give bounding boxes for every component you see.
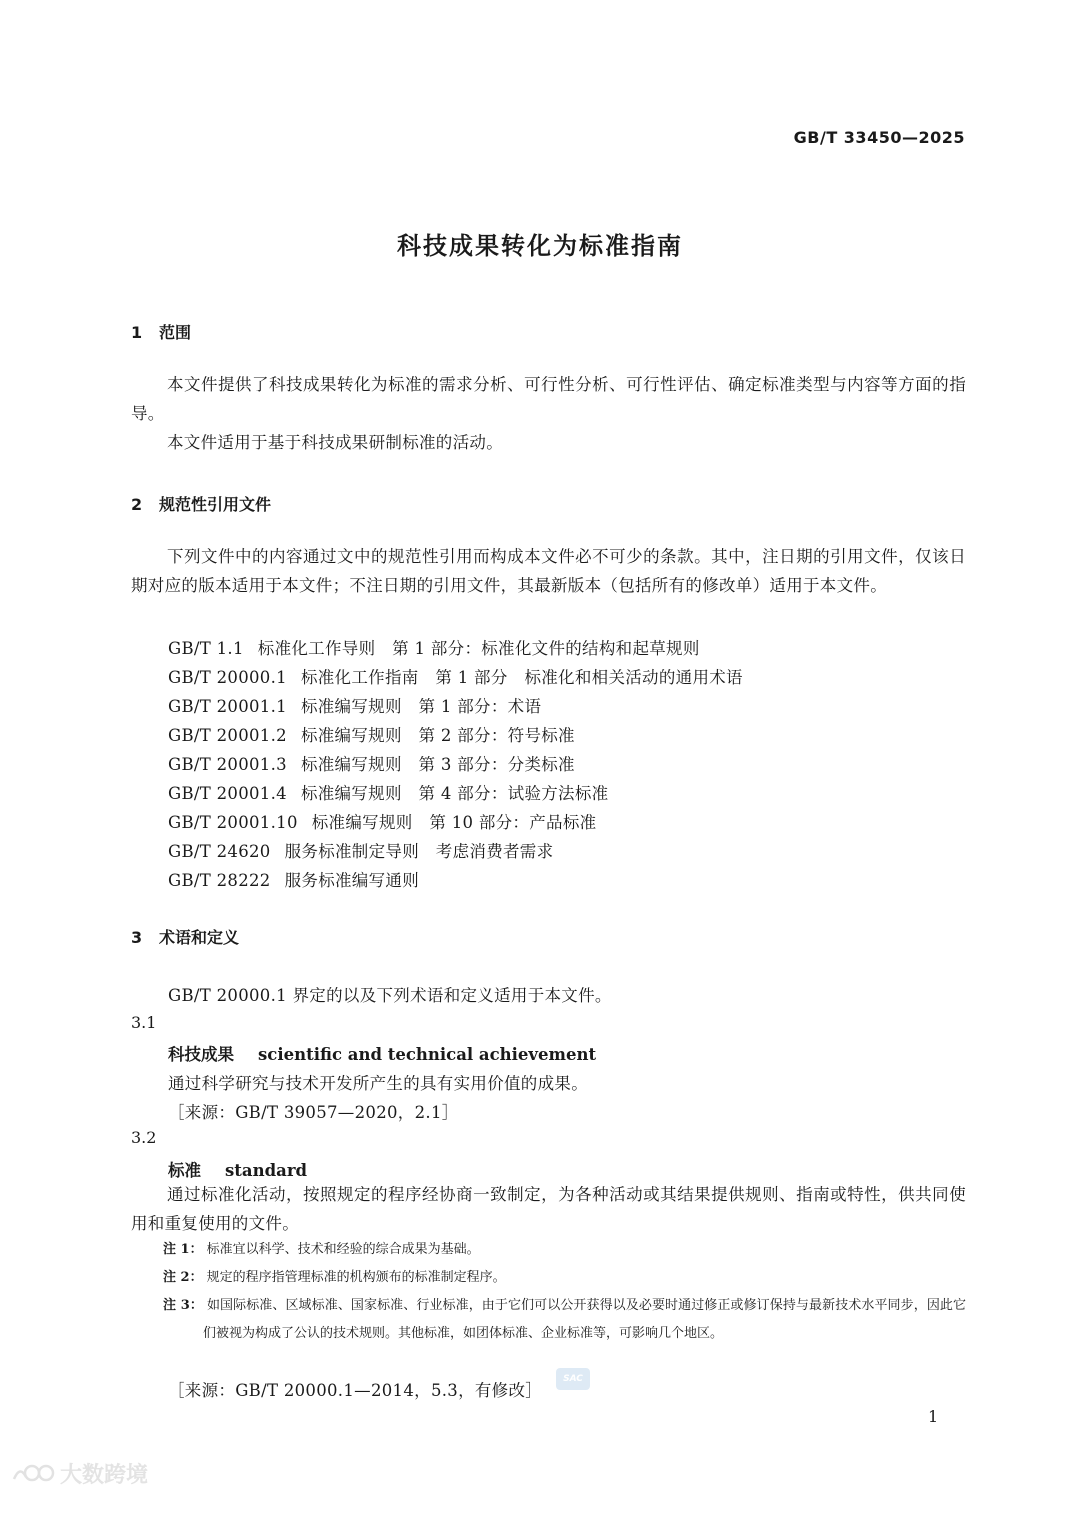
section-number: 1 [131, 323, 143, 342]
note-label: 注 3： [163, 1298, 203, 1313]
section-number: 3 [131, 928, 143, 947]
term-definition: 通过科学研究与技术开发所产生的具有实用价值的成果。 [168, 1074, 588, 1093]
reference-item [168, 867, 419, 891]
reference-code: GB/T 20001.10 [168, 813, 298, 832]
reference-code: GB/T 28222 [168, 871, 271, 890]
term-source: ［来源：GB/T 39057—2020，2.1］ [168, 1103, 459, 1122]
terms-intro: GB/T 20000.1 界定的以及下列术语和定义适用于本文件。 [168, 986, 612, 1005]
reference-item [168, 722, 575, 746]
reference-item [168, 664, 743, 688]
term-zh: 标准 [168, 1161, 201, 1180]
note-item [163, 1236, 966, 1264]
scope-paragraph-2: 本文件适用于基于科技成果研制标准的活动。 [167, 433, 503, 452]
note-item [163, 1264, 966, 1292]
reference-item [168, 838, 553, 862]
section-heading-scope [131, 320, 191, 343]
section-title: 术语和定义 [159, 928, 240, 947]
reference-code: GB/T 20001.2 [168, 726, 287, 745]
term-source: ［来源：GB/T 20000.1—2014，5.3，有修改］ [168, 1381, 543, 1400]
reference-code: GB/T 20000.1 [168, 668, 287, 687]
reference-title: 标准编写规则 第 10 部分：产品标准 [311, 813, 597, 832]
reference-title: 标准化工作指南 第 1 部分 标准化和相关活动的通用术语 [300, 668, 743, 687]
reference-code: GB/T 1.1 [168, 639, 244, 658]
section-title: 规范性引用文件 [159, 495, 272, 514]
reference-title: 标准编写规则 第 1 部分：术语 [300, 697, 542, 716]
page-number: 1 [928, 1407, 939, 1426]
term-number: 3.2 [131, 1128, 157, 1147]
reference-title: 标准编写规则 第 2 部分：符号标准 [300, 726, 575, 745]
term-number: 3.1 [131, 1013, 157, 1032]
scope-paragraph-1: 本文件提供了科技成果转化为标准的需求分析、可行性分析、可行性评估、确定标准类型与内容等方面的指导。 [131, 375, 966, 423]
document-title: 科技成果转化为标准指南 [397, 232, 683, 260]
section-heading-terms [131, 925, 239, 948]
note-label: 注 2： [163, 1270, 203, 1285]
reference-item [168, 780, 608, 804]
term-en: scientific and technical achievement [258, 1045, 597, 1064]
reference-code: GB/T 24620 [168, 842, 271, 861]
reference-code: GB/T 20001.3 [168, 755, 287, 774]
term-en: standard [225, 1161, 308, 1180]
reference-title: 服务标准制定导则 考虑消费者需求 [284, 842, 554, 861]
watermark-text: 大数跨境 [60, 1463, 149, 1488]
watermark-logo-icon [10, 1459, 56, 1489]
sac-stamp: SAC [556, 1368, 590, 1390]
term-zh: 科技成果 [168, 1045, 234, 1064]
watermark [10, 1458, 148, 1489]
reference-code: GB/T 20001.4 [168, 784, 287, 803]
reference-item [168, 635, 700, 659]
section-number: 2 [131, 495, 143, 514]
reference-title: 标准编写规则 第 3 部分：分类标准 [300, 755, 575, 774]
term-heading [168, 1041, 596, 1065]
note-text: 如国际标准、区域标准、国家标准、行业标准，由于它们可以公开获得以及必要时通过修正或修订保持与最新技术水平同步，因此它们被视为构成了公认的技术规则。其他标准，如团体标准、企业标准等，可影响几个地区。 [203, 1298, 966, 1341]
note-text: 标准宜以科学、技术和经验的综合成果为基础。 [206, 1242, 480, 1257]
term-definition: 通过标准化活动，按照规定的程序经协商一致制定，为各种活动或其结果提供规则、指南或特性，供共同使用和重复使用的文件。 [131, 1185, 966, 1233]
section-heading-normative-references [131, 492, 271, 515]
reference-code: GB/T 20001.1 [168, 697, 287, 716]
reference-item [168, 751, 575, 775]
normative-intro-paragraph: 下列文件中的内容通过文中的规范性引用而构成本文件必不可少的条款。其中，注日期的引用文件，仅该日期对应的版本适用于本文件；不注日期的引用文件，其最新版本（包括所有的修改单）适用于本文件。 [131, 547, 966, 595]
section-title: 范围 [159, 323, 192, 342]
document-code: GB/T 33450—2025 [793, 128, 965, 147]
note-text: 规定的程序指管理标准的机构颁布的标准制定程序。 [206, 1270, 506, 1285]
reference-title: 服务标准编写通则 [284, 871, 420, 890]
term-heading [168, 1157, 307, 1181]
reference-item [168, 693, 541, 717]
reference-title: 标准化工作导则 第 1 部分：标准化文件的结构和起草规则 [257, 639, 700, 658]
note-item [163, 1292, 966, 1348]
reference-title: 标准编写规则 第 4 部分：试验方法标准 [300, 784, 609, 803]
reference-item [168, 809, 596, 833]
note-label: 注 1： [163, 1242, 203, 1257]
